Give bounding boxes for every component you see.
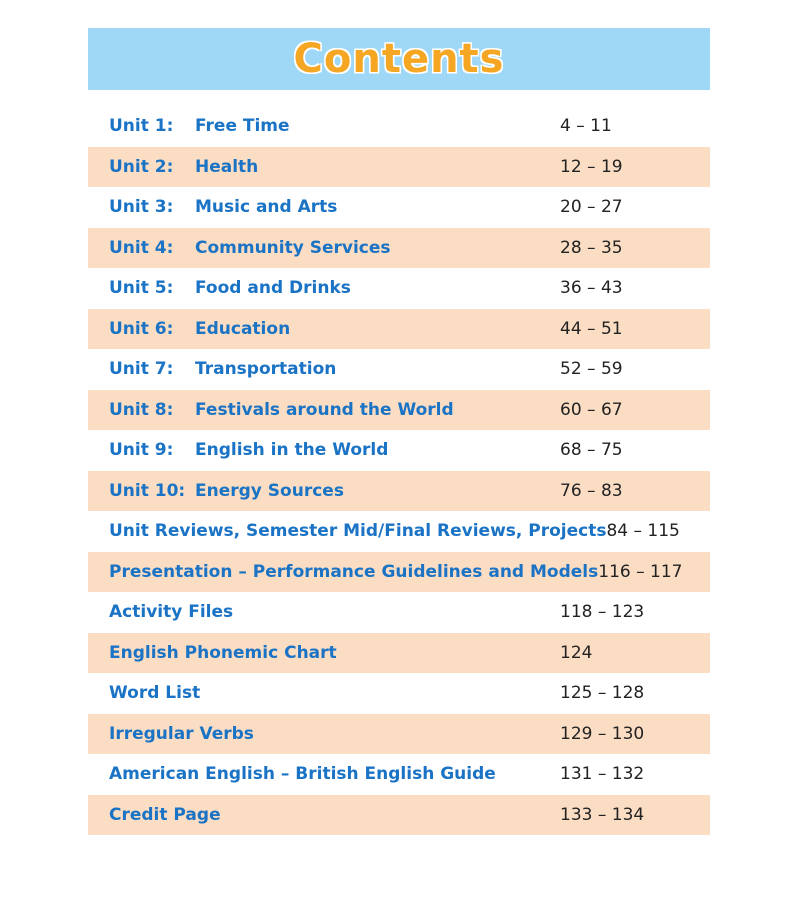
toc-page-range: 68 – 75 xyxy=(560,440,623,461)
toc-page-range: 52 – 59 xyxy=(560,359,623,380)
contents-rows xyxy=(88,106,710,835)
toc-row[interactable] xyxy=(88,714,710,755)
toc-entry-label: Food and Drinks xyxy=(195,278,351,299)
toc-page-range: 4 – 11 xyxy=(560,116,612,137)
table-of-contents xyxy=(88,28,710,835)
toc-unit-number: Unit 5: xyxy=(109,278,174,299)
toc-unit-number: Unit 6: xyxy=(109,318,174,339)
toc-row[interactable] xyxy=(88,592,710,633)
toc-unit-number: Unit 9: xyxy=(109,440,174,461)
toc-row[interactable] xyxy=(88,228,710,269)
toc-entry-label: Word List xyxy=(109,683,201,704)
toc-row[interactable] xyxy=(88,390,710,431)
toc-row[interactable] xyxy=(88,106,710,147)
toc-page-range: 12 – 19 xyxy=(560,156,623,177)
toc-page-range: 60 – 67 xyxy=(560,399,623,420)
toc-entry-label: Activity Files xyxy=(109,602,234,623)
page-title: Contents xyxy=(293,36,505,82)
contents-header-band xyxy=(88,28,710,90)
toc-entry-label: Presentation – Performance Guidelines and Models xyxy=(109,561,599,582)
toc-page-range: 20 – 27 xyxy=(560,197,623,218)
toc-entry-label: English in the World xyxy=(195,440,389,461)
toc-entry-label: Music and Arts xyxy=(195,197,338,218)
toc-row[interactable] xyxy=(88,147,710,188)
toc-row[interactable] xyxy=(88,268,710,309)
toc-page-range: 44 – 51 xyxy=(560,318,623,339)
toc-entry-label: Free Time xyxy=(195,116,290,137)
toc-page-range: 84 – 115 xyxy=(606,521,680,542)
toc-unit-number: Unit 1: xyxy=(109,116,174,137)
toc-entry-label: Health xyxy=(195,156,259,177)
toc-page-range: 36 – 43 xyxy=(560,278,623,299)
toc-unit-number: Unit 3: xyxy=(109,197,174,218)
toc-row[interactable] xyxy=(88,309,710,350)
toc-unit-number: Unit 4: xyxy=(109,237,174,258)
toc-page-range: 131 – 132 xyxy=(560,764,645,785)
toc-row[interactable] xyxy=(88,552,710,593)
toc-page-range: 129 – 130 xyxy=(560,723,645,744)
toc-entry-label: English Phonemic Chart xyxy=(109,642,337,663)
toc-row[interactable] xyxy=(88,187,710,228)
toc-row[interactable] xyxy=(88,754,710,795)
toc-page-range: 116 – 117 xyxy=(598,561,683,582)
toc-page-range: 28 – 35 xyxy=(560,237,623,258)
toc-row[interactable] xyxy=(88,471,710,512)
toc-page-range: 125 – 128 xyxy=(560,683,645,704)
toc-entry-label: American English – British English Guide xyxy=(109,764,496,785)
toc-page-range: 133 – 134 xyxy=(560,804,645,825)
toc-row[interactable] xyxy=(88,633,710,674)
toc-entry-label: Education xyxy=(195,318,291,339)
toc-page-range: 118 – 123 xyxy=(560,602,645,623)
toc-unit-number: Unit 7: xyxy=(109,359,174,380)
toc-row[interactable] xyxy=(88,795,710,836)
toc-entry-label: Energy Sources xyxy=(195,480,344,501)
toc-entry-label: Festivals around the World xyxy=(195,399,454,420)
toc-entry-label: Irregular Verbs xyxy=(109,723,254,744)
toc-row[interactable] xyxy=(88,349,710,390)
toc-unit-number: Unit 8: xyxy=(109,399,174,420)
toc-entry-label: Unit Reviews, Semester Mid/Final Reviews, Projects xyxy=(109,521,607,542)
toc-entry-label: Credit Page xyxy=(109,804,221,825)
toc-page-range: 76 – 83 xyxy=(560,480,623,501)
toc-page-range: 124 xyxy=(560,642,593,663)
toc-row[interactable] xyxy=(88,430,710,471)
toc-entry-label: Transportation xyxy=(195,359,337,380)
toc-unit-number: Unit 10: xyxy=(109,480,186,501)
toc-unit-number: Unit 2: xyxy=(109,156,174,177)
toc-entry-label: Community Services xyxy=(195,237,391,258)
toc-row[interactable] xyxy=(88,511,710,552)
toc-row[interactable] xyxy=(88,673,710,714)
